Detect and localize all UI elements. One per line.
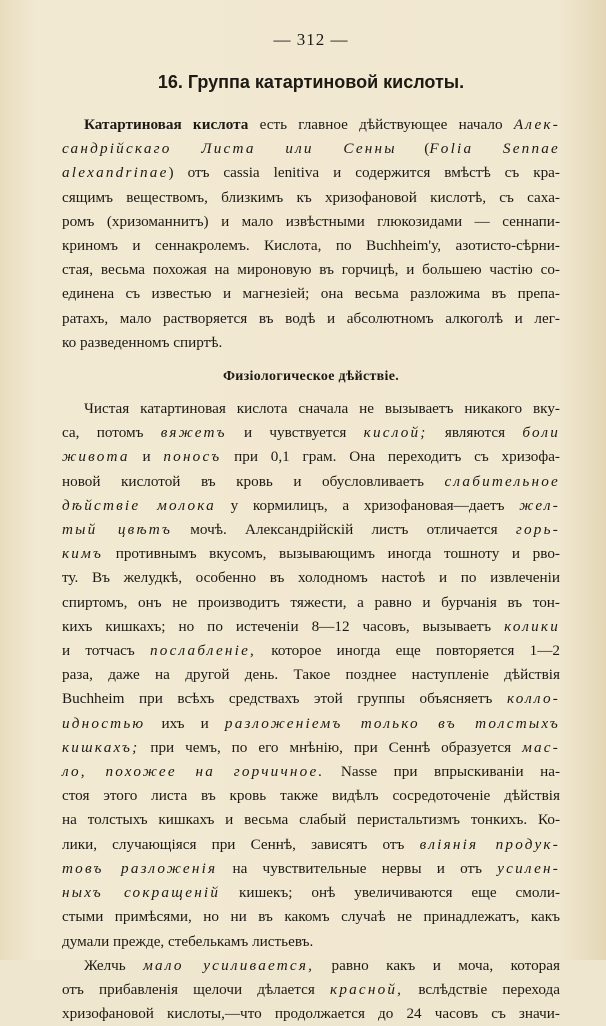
text-run: криномъ и сеннакролемъ. Кислота, по Buchheim'у, азотисто-сѣрни- bbox=[62, 237, 560, 255]
text-line bbox=[62, 113, 560, 137]
spaced-emphasis: послабленіе, bbox=[150, 642, 257, 660]
subheading-physiological-action: Физіологическое дѣйствіе. bbox=[222, 369, 400, 385]
text-line bbox=[62, 978, 560, 1002]
text-line bbox=[62, 186, 560, 210]
text-run: у кормилицъ, а хризофановая—даетъ bbox=[215, 496, 520, 514]
section-title: 16. Группа катартиновой кислоты. bbox=[157, 72, 465, 92]
text-line bbox=[62, 712, 560, 736]
text-run: на чувствительные нервы и отъ bbox=[217, 859, 498, 877]
text-run: ратахъ, мало растворяется въ водѣ и абсолютномъ алкоголѣ и лег- bbox=[62, 309, 560, 327]
text-run: вслѣдствіе перехода bbox=[403, 980, 561, 998]
text-line bbox=[62, 784, 560, 808]
spaced-emphasis: вяжетъ bbox=[160, 424, 227, 442]
paragraph-intro bbox=[62, 113, 560, 355]
text-line bbox=[62, 760, 560, 784]
spaced-emphasis: мас- bbox=[522, 738, 560, 756]
text-line bbox=[62, 161, 560, 185]
bold-term: Катартиновая кислота bbox=[84, 116, 249, 133]
text-line bbox=[62, 518, 560, 542]
text-line bbox=[62, 687, 560, 711]
text-run: которое иногда еще повторяется 1—2 bbox=[256, 642, 560, 660]
text-run: ( bbox=[396, 140, 430, 158]
text-run: мочѣ. Александрійскій листъ отличается bbox=[172, 521, 516, 539]
text-line bbox=[62, 663, 560, 687]
text-run: хризофановой кислоты,—что продолжается до 24 часовъ съ значи- bbox=[62, 1005, 560, 1023]
text-line bbox=[62, 445, 560, 469]
text-line bbox=[62, 1002, 560, 1026]
text-run: Желчь bbox=[84, 956, 144, 974]
spaced-emphasis: кислой; bbox=[363, 424, 428, 442]
text-line bbox=[62, 615, 560, 639]
spaced-emphasis: колики bbox=[504, 617, 560, 635]
text-run: противнымъ вкусомъ, вызывающимъ иногда тошноту и рво- bbox=[103, 545, 560, 563]
spaced-emphasis: ныхъ сокращеній bbox=[62, 884, 221, 902]
spaced-emphasis: усилен- bbox=[497, 859, 560, 877]
text-line bbox=[62, 494, 560, 518]
text-line bbox=[62, 234, 560, 258]
text-run: са, потомъ bbox=[62, 424, 161, 442]
text-line bbox=[62, 954, 560, 978]
text-run: стыми примѣсями, но ни въ какомъ случаѣ не принадлежатъ, какъ bbox=[62, 908, 560, 926]
text-run: являются bbox=[427, 424, 523, 442]
text-line bbox=[62, 397, 560, 421]
text-line bbox=[62, 258, 560, 282]
text-run: и тотчасъ bbox=[62, 642, 150, 660]
text-run: Чистая катартиновая кислота сначала не вызываетъ никакого вку- bbox=[84, 400, 560, 418]
text-run: при 0,1 грам. Она переходитъ съ хризофа- bbox=[221, 448, 560, 466]
spaced-emphasis: кимъ bbox=[62, 545, 104, 563]
text-line bbox=[62, 307, 560, 331]
text-run: раза, даже на другой день. Такое позднее наступленіе дѣйствія bbox=[62, 666, 560, 684]
spaced-emphasis: кишкахъ; bbox=[62, 738, 140, 756]
spaced-emphasis: товъ разложенія bbox=[62, 859, 218, 877]
text-run: и bbox=[129, 448, 164, 466]
text-run: ко разведенномъ спиртѣ. bbox=[62, 333, 223, 351]
text-line bbox=[62, 282, 560, 306]
text-run: равно какъ и моча, которая bbox=[314, 956, 560, 974]
text-run: Nasse при впрыскиваніи на- bbox=[324, 763, 561, 781]
text-run: на толстыхъ кишкахъ и весьма слабый перистальтизмъ тонкихъ. Ко- bbox=[62, 811, 560, 829]
text-line bbox=[62, 833, 560, 857]
text-line bbox=[62, 881, 560, 905]
paragraph-physiology bbox=[62, 397, 560, 954]
spaced-emphasis: жел- bbox=[519, 496, 560, 514]
spaced-emphasis: поносъ bbox=[163, 448, 222, 466]
text-run: при чемъ, по его мнѣнію, при Сеннѣ образуется bbox=[139, 738, 523, 756]
text-run: Buchheim при всѣхъ средствахъ этой группы объясняетъ bbox=[62, 690, 507, 708]
text-run: есть главное дѣйствующее начало bbox=[248, 116, 514, 133]
text-run: кишекъ; онѣ увеличиваются еще смоли- bbox=[220, 884, 561, 902]
text-line bbox=[62, 736, 560, 760]
paragraph-bile bbox=[62, 954, 560, 1026]
text-line bbox=[62, 808, 560, 832]
text-run: лики, случающіяся при Сеннѣ, зависятъ отъ bbox=[62, 835, 420, 853]
text-line bbox=[62, 857, 560, 881]
text-run: стая, весьма похожая на мироновую въ горчицѣ, и большею частію со- bbox=[62, 261, 560, 279]
text-line bbox=[62, 331, 560, 355]
text-run: кихъ кишкахъ; но по истеченіи 8—12 часовъ, вызываетъ bbox=[62, 617, 505, 635]
text-run: единена съ известью и магнезіей; она весьма разложима въ препа- bbox=[62, 285, 560, 303]
spaced-emphasis: горь- bbox=[515, 521, 560, 539]
text-run: ту. Въ желудкѣ, особенно въ холодномъ настоѣ и по извлеченіи bbox=[62, 569, 560, 587]
spaced-emphasis: слабительное bbox=[444, 472, 560, 490]
spaced-emphasis: идностью bbox=[62, 714, 146, 732]
spaced-emphasis: колло- bbox=[506, 690, 560, 708]
text-line bbox=[62, 137, 560, 161]
text-line bbox=[62, 210, 560, 234]
text-line bbox=[62, 470, 560, 494]
text-run: спиртомъ, онъ не производитъ тяжести, а равно и бурчанія въ тон- bbox=[62, 593, 560, 611]
text-line bbox=[62, 566, 560, 590]
spaced-emphasis: Folia Sennae bbox=[429, 140, 560, 158]
page-number: — 312 — bbox=[273, 30, 349, 49]
spaced-emphasis: Алек- bbox=[513, 116, 560, 133]
spaced-emphasis: ло, похожее на горчичное. bbox=[62, 763, 325, 781]
spaced-emphasis: вліянія продук- bbox=[419, 835, 560, 853]
spaced-emphasis: тый цвѣтъ bbox=[62, 521, 173, 539]
text-line bbox=[62, 930, 560, 954]
text-line bbox=[62, 542, 560, 566]
text-line bbox=[62, 905, 560, 929]
text-run: ) отъ cassia lenitiva и содержится вмѣстѣ съ кра- bbox=[168, 164, 560, 182]
spaced-emphasis: сандрійскаго Листа или Сенны bbox=[62, 140, 397, 158]
text-run: и чувствуется bbox=[226, 424, 364, 442]
text-line bbox=[62, 639, 560, 663]
spaced-emphasis: боли bbox=[522, 424, 560, 442]
text-line bbox=[62, 591, 560, 615]
text-run: новой кислотой въ кровь и обусловливаетъ bbox=[62, 472, 445, 490]
spaced-emphasis: красной, bbox=[330, 980, 404, 998]
text-run: ихъ и bbox=[145, 714, 225, 732]
text-run: сящимъ веществомъ, близкимъ къ хризофановой кислотѣ, съ саха- bbox=[62, 188, 560, 206]
spaced-emphasis: alexandrinae bbox=[62, 164, 169, 182]
text-run: стоя этого листа въ кровь также видѣлъ сосредоточеніе дѣйствія bbox=[62, 787, 560, 805]
text-run: думали прежде, стебелькамъ листьевъ. bbox=[62, 932, 314, 950]
spaced-emphasis: разложеніемъ только въ толстыхъ bbox=[224, 714, 560, 732]
spaced-emphasis: мало усиливается, bbox=[143, 956, 315, 974]
spaced-emphasis: дѣйствіе молока bbox=[62, 496, 216, 514]
spaced-emphasis: живота bbox=[62, 448, 130, 466]
text-run: отъ прибавленія щелочи дѣлается bbox=[62, 980, 331, 998]
text-run: ромъ (хризоманнитъ) и мало извѣстными глюкозидами — сеннапи- bbox=[62, 212, 560, 230]
text-line bbox=[62, 421, 560, 445]
